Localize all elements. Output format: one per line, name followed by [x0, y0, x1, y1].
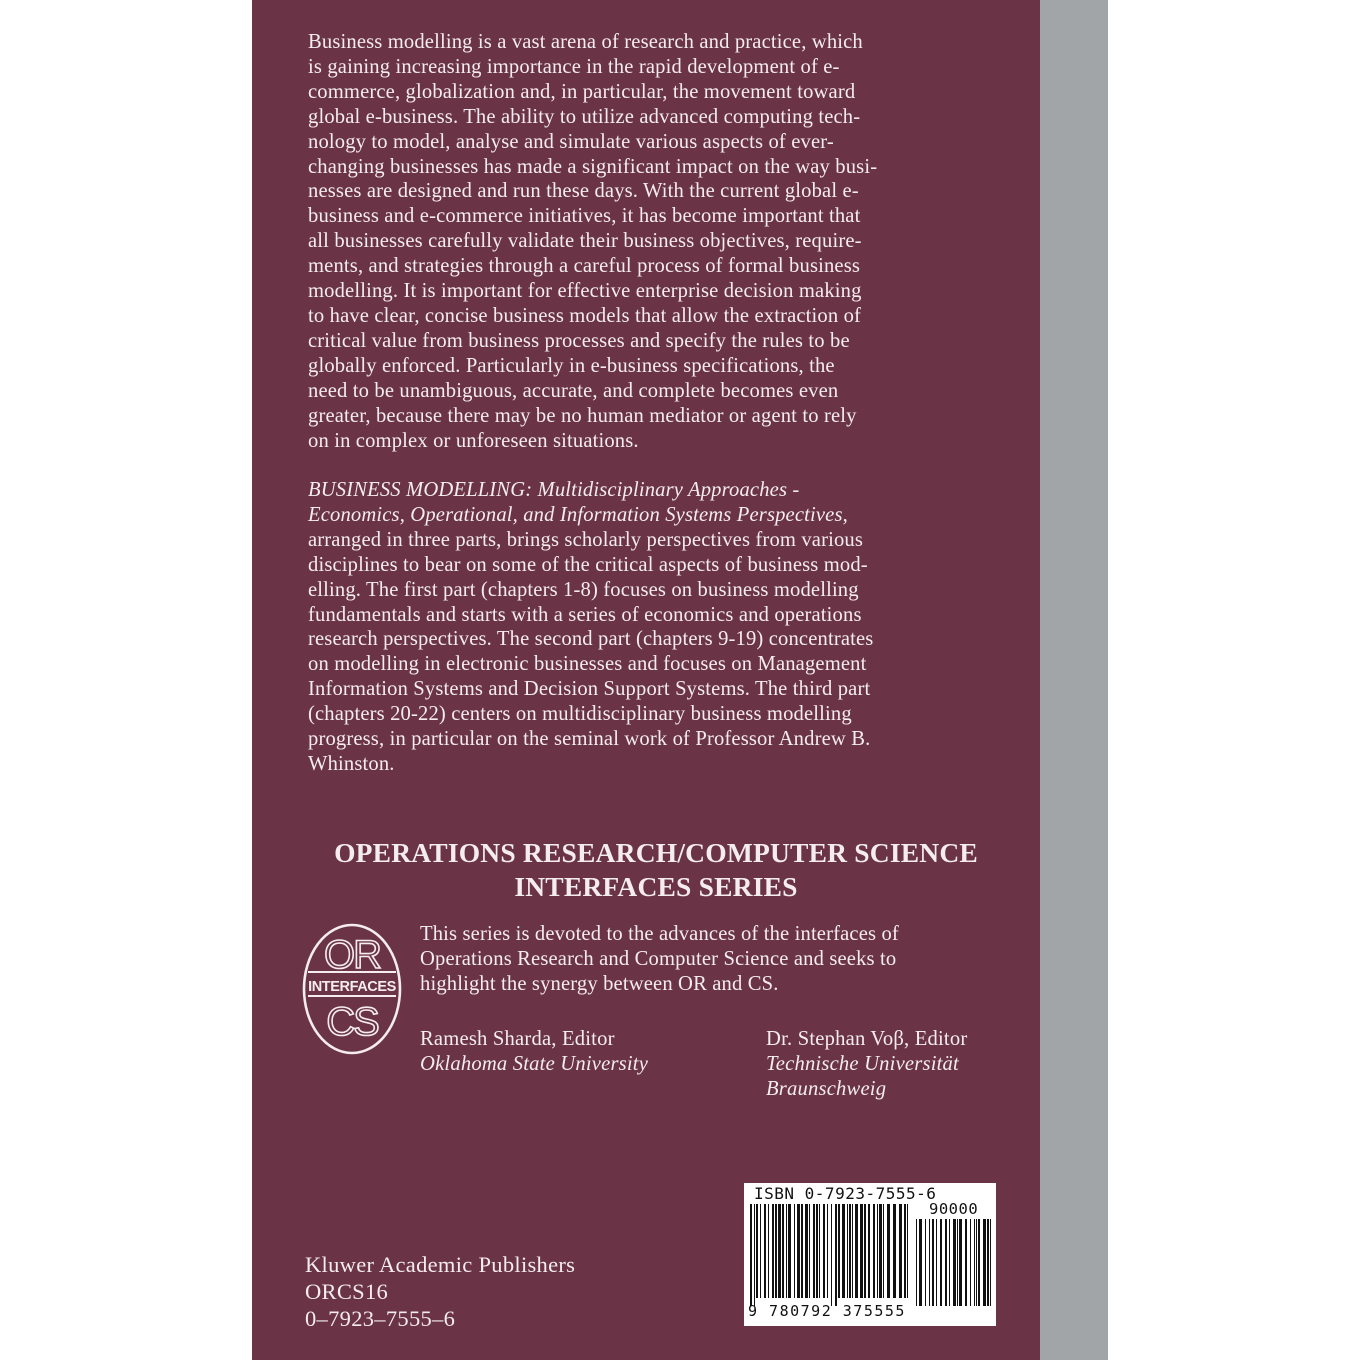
barcode-bar [768, 1204, 769, 1298]
barcode-bar [823, 1204, 825, 1298]
barcode-bar [847, 1204, 848, 1298]
barcode-bar [864, 1204, 866, 1298]
barcode-bar [936, 1219, 937, 1306]
barcode-bar [899, 1204, 902, 1298]
publisher-name: Kluwer Academic Publishers [305, 1252, 576, 1277]
blurb-paragraph-1 [308, 30, 1008, 453]
barcode-bar [797, 1204, 800, 1298]
editor-name: Dr. Stephan Voβ, Editor [766, 1028, 968, 1050]
book-subtitle-comma: , [842, 503, 848, 526]
barcode-bar [782, 1204, 784, 1298]
barcode-bar [801, 1204, 803, 1298]
series-description-line: highlight the synergy between OR and CS. [420, 973, 779, 995]
blurb-paragraph-1-line: all businesses carefully validate their business objectives, require- [308, 230, 862, 253]
barcode-bar [877, 1204, 878, 1298]
barcode-bar [835, 1204, 837, 1306]
blurb-paragraph-2-line: fundamentals and starts with a series of economics and operations [308, 603, 862, 626]
series-title-line-2: INTERFACES SERIES [514, 871, 798, 902]
barcode-bar [852, 1204, 853, 1298]
series-code: ORCS16 [305, 1279, 389, 1304]
barcode-bar [813, 1204, 815, 1298]
book-title-line-1: BUSINESS MODELLING: Multidisciplinary Approaches - [308, 479, 800, 501]
barcode-bar [764, 1204, 766, 1298]
editor-sharda [420, 1027, 648, 1077]
blurb-paragraph-2-line: (chapters 20-22) centers on multidisciplinary business modelling [308, 703, 852, 726]
editor-affiliation: Technische Universität [766, 1053, 959, 1075]
blurb-paragraph-2-line: elling. The first part (chapters 1-8) focuses on business modelling [308, 578, 859, 601]
barcode-bar [849, 1204, 851, 1298]
barcode-bar [775, 1204, 777, 1298]
isbn: 0–7923–7555–6 [305, 1306, 456, 1331]
barcode-bar [932, 1219, 934, 1306]
blurb-paragraph-2-line: progress, in particular on the seminal work of Professor Andrew B. [308, 728, 871, 751]
series-title [252, 836, 1060, 904]
blurb-paragraph-2-line: Information Systems and Decision Support Systems. The third part [308, 678, 871, 701]
editor-voss [766, 1027, 967, 1102]
blurb-paragraph-1-line: ments, and strategies through a careful process of formal business [308, 255, 861, 278]
book-title-line-2 [308, 503, 1008, 528]
blurb-paragraph-2-line: Whinston. [308, 752, 395, 775]
barcode-bar [750, 1204, 752, 1306]
editor-affiliation: Oklahoma State University [420, 1053, 649, 1075]
logo-interfaces-text: INTERFACES [308, 979, 396, 995]
series-description-line: This series is devoted to the advances of the interfaces of [420, 923, 899, 945]
barcode-bar [842, 1204, 845, 1298]
barcode-bar [760, 1204, 761, 1298]
barcode-bar [831, 1204, 832, 1306]
barcode-bar [893, 1204, 896, 1298]
barcode-bar [855, 1204, 858, 1298]
editor-name: Ramesh Sharda, Editor [420, 1028, 615, 1050]
editor-affiliation-city: Braunschweig [766, 1078, 887, 1100]
blurb-paragraph-1-line: commerce, globalization and, in particular, the movement toward [308, 80, 856, 103]
barcode-ean-number: 9 780792 375555 [748, 1302, 906, 1320]
barcode-bar [754, 1204, 755, 1306]
barcode-bar [945, 1219, 947, 1306]
blurb-paragraph-1-line: global e-business. The ability to utilize advanced computing tech- [308, 105, 861, 128]
barcode-bar [805, 1204, 808, 1298]
logo-cs-text: CS [326, 1000, 378, 1044]
barcode-bar [868, 1204, 870, 1298]
blurb-paragraph-1-line: modelling. It is important for effective enterprise decision making [308, 280, 862, 303]
spine-edge [1040, 0, 1108, 1360]
series-description [420, 922, 1020, 997]
barcode-bar [819, 1204, 820, 1298]
barcode-bar [786, 1204, 787, 1298]
barcode-bar [809, 1204, 810, 1298]
blurb-paragraph-1-line: nology to model, analyse and simulate various aspects of ever- [308, 130, 834, 153]
book-subtitle: Economics, Operational, and Information Systems Perspectives [308, 503, 843, 526]
blurb-paragraph-1-line: business and e-commerce initiatives, it has become important that [308, 205, 861, 228]
barcode-bar [794, 1204, 795, 1298]
barcode-bar [978, 1219, 980, 1306]
blurb-paragraph-2 [308, 478, 1008, 777]
blurb-paragraph-2-line: arranged in three parts, brings scholarly perspectives from various [308, 528, 864, 551]
barcode-bar [974, 1219, 975, 1306]
orcs-interfaces-logo [300, 921, 404, 1057]
barcode-bar [957, 1219, 958, 1306]
barcode-bar [916, 1219, 917, 1306]
barcode-bar [965, 1219, 967, 1306]
barcode-bar [838, 1204, 840, 1298]
barcode-bar [827, 1204, 828, 1298]
barcode-isbn-label: ISBN 0-7923-7555-6 [754, 1184, 937, 1203]
barcode-bar [949, 1219, 950, 1306]
barcode-bar [970, 1219, 971, 1306]
blurb-paragraph-1-line: is gaining increasing importance in the rapid development of e- [308, 55, 840, 78]
barcode-bar [860, 1204, 863, 1298]
blurb-paragraph-1-line: to have clear, concise business models that allow the extraction of [308, 304, 862, 327]
blurb-paragraph-1-line: greater, because there may be no human mediator or agent to rely [308, 404, 857, 427]
barcode-bar [879, 1204, 882, 1298]
barcode-bar [990, 1219, 991, 1306]
barcode-bar [959, 1219, 962, 1306]
blurb-paragraph-1-line: Business modelling is a vast arena of research and practice, which [308, 31, 863, 53]
barcode-bar [788, 1204, 791, 1298]
blurb-paragraph-1-line: critical value from business processes and specify the rules to be [308, 329, 850, 352]
blurb-paragraph-1-line: nesses are designed and run these days. With the current global e- [308, 180, 859, 203]
blurb-paragraph-1-line: globally enforced. Particularly in e-business specifications, the [308, 354, 835, 377]
barcode-bar [983, 1219, 986, 1306]
blurb-paragraph-1-line: need to be unambiguous, accurate, and complete becomes even [308, 379, 839, 402]
blurb-paragraph-2-line: disciplines to bear on some of the critical aspects of business mod- [308, 553, 868, 576]
barcode-bar [919, 1219, 922, 1306]
barcode-bar [925, 1219, 926, 1306]
series-description-line: Operations Research and Computer Science and seeks to [420, 948, 897, 970]
barcode-bar [907, 1204, 908, 1298]
series-title-line-1: OPERATIONS RESEARCH/COMPUTER SCIENCE [334, 837, 978, 868]
barcode-addon-number: 90000 [929, 1200, 979, 1218]
blurb-paragraph-1-line: on in complex or unforeseen situations. [308, 429, 639, 452]
blurb-paragraph-2-line: research perspectives. The second part (chapters 9-19) concentrates [308, 628, 874, 651]
publisher-block [305, 1251, 575, 1332]
blurb-paragraph-2-line: on modelling in electronic businesses and focuses on Management [308, 653, 867, 676]
barcode-bar [987, 1219, 989, 1306]
barcode-bar [929, 1219, 930, 1306]
barcode-bar [940, 1219, 942, 1306]
barcode-bar [816, 1204, 818, 1298]
barcode-bar [904, 1204, 906, 1298]
barcode-bar [976, 1219, 977, 1306]
back-cover [252, 0, 1040, 1360]
barcode-bar [778, 1204, 781, 1298]
logo-or-text: OR [324, 933, 380, 977]
isbn-barcode [744, 1183, 996, 1326]
barcode-bar [772, 1204, 774, 1298]
barcode-bar [873, 1204, 875, 1298]
barcode-bar [883, 1204, 884, 1298]
barcode-bar [756, 1204, 758, 1298]
barcode-bar [887, 1204, 890, 1298]
barcode-bar [953, 1219, 956, 1306]
blurb-paragraph-1-line: changing businesses has made a significant impact on the way busi- [308, 155, 878, 178]
